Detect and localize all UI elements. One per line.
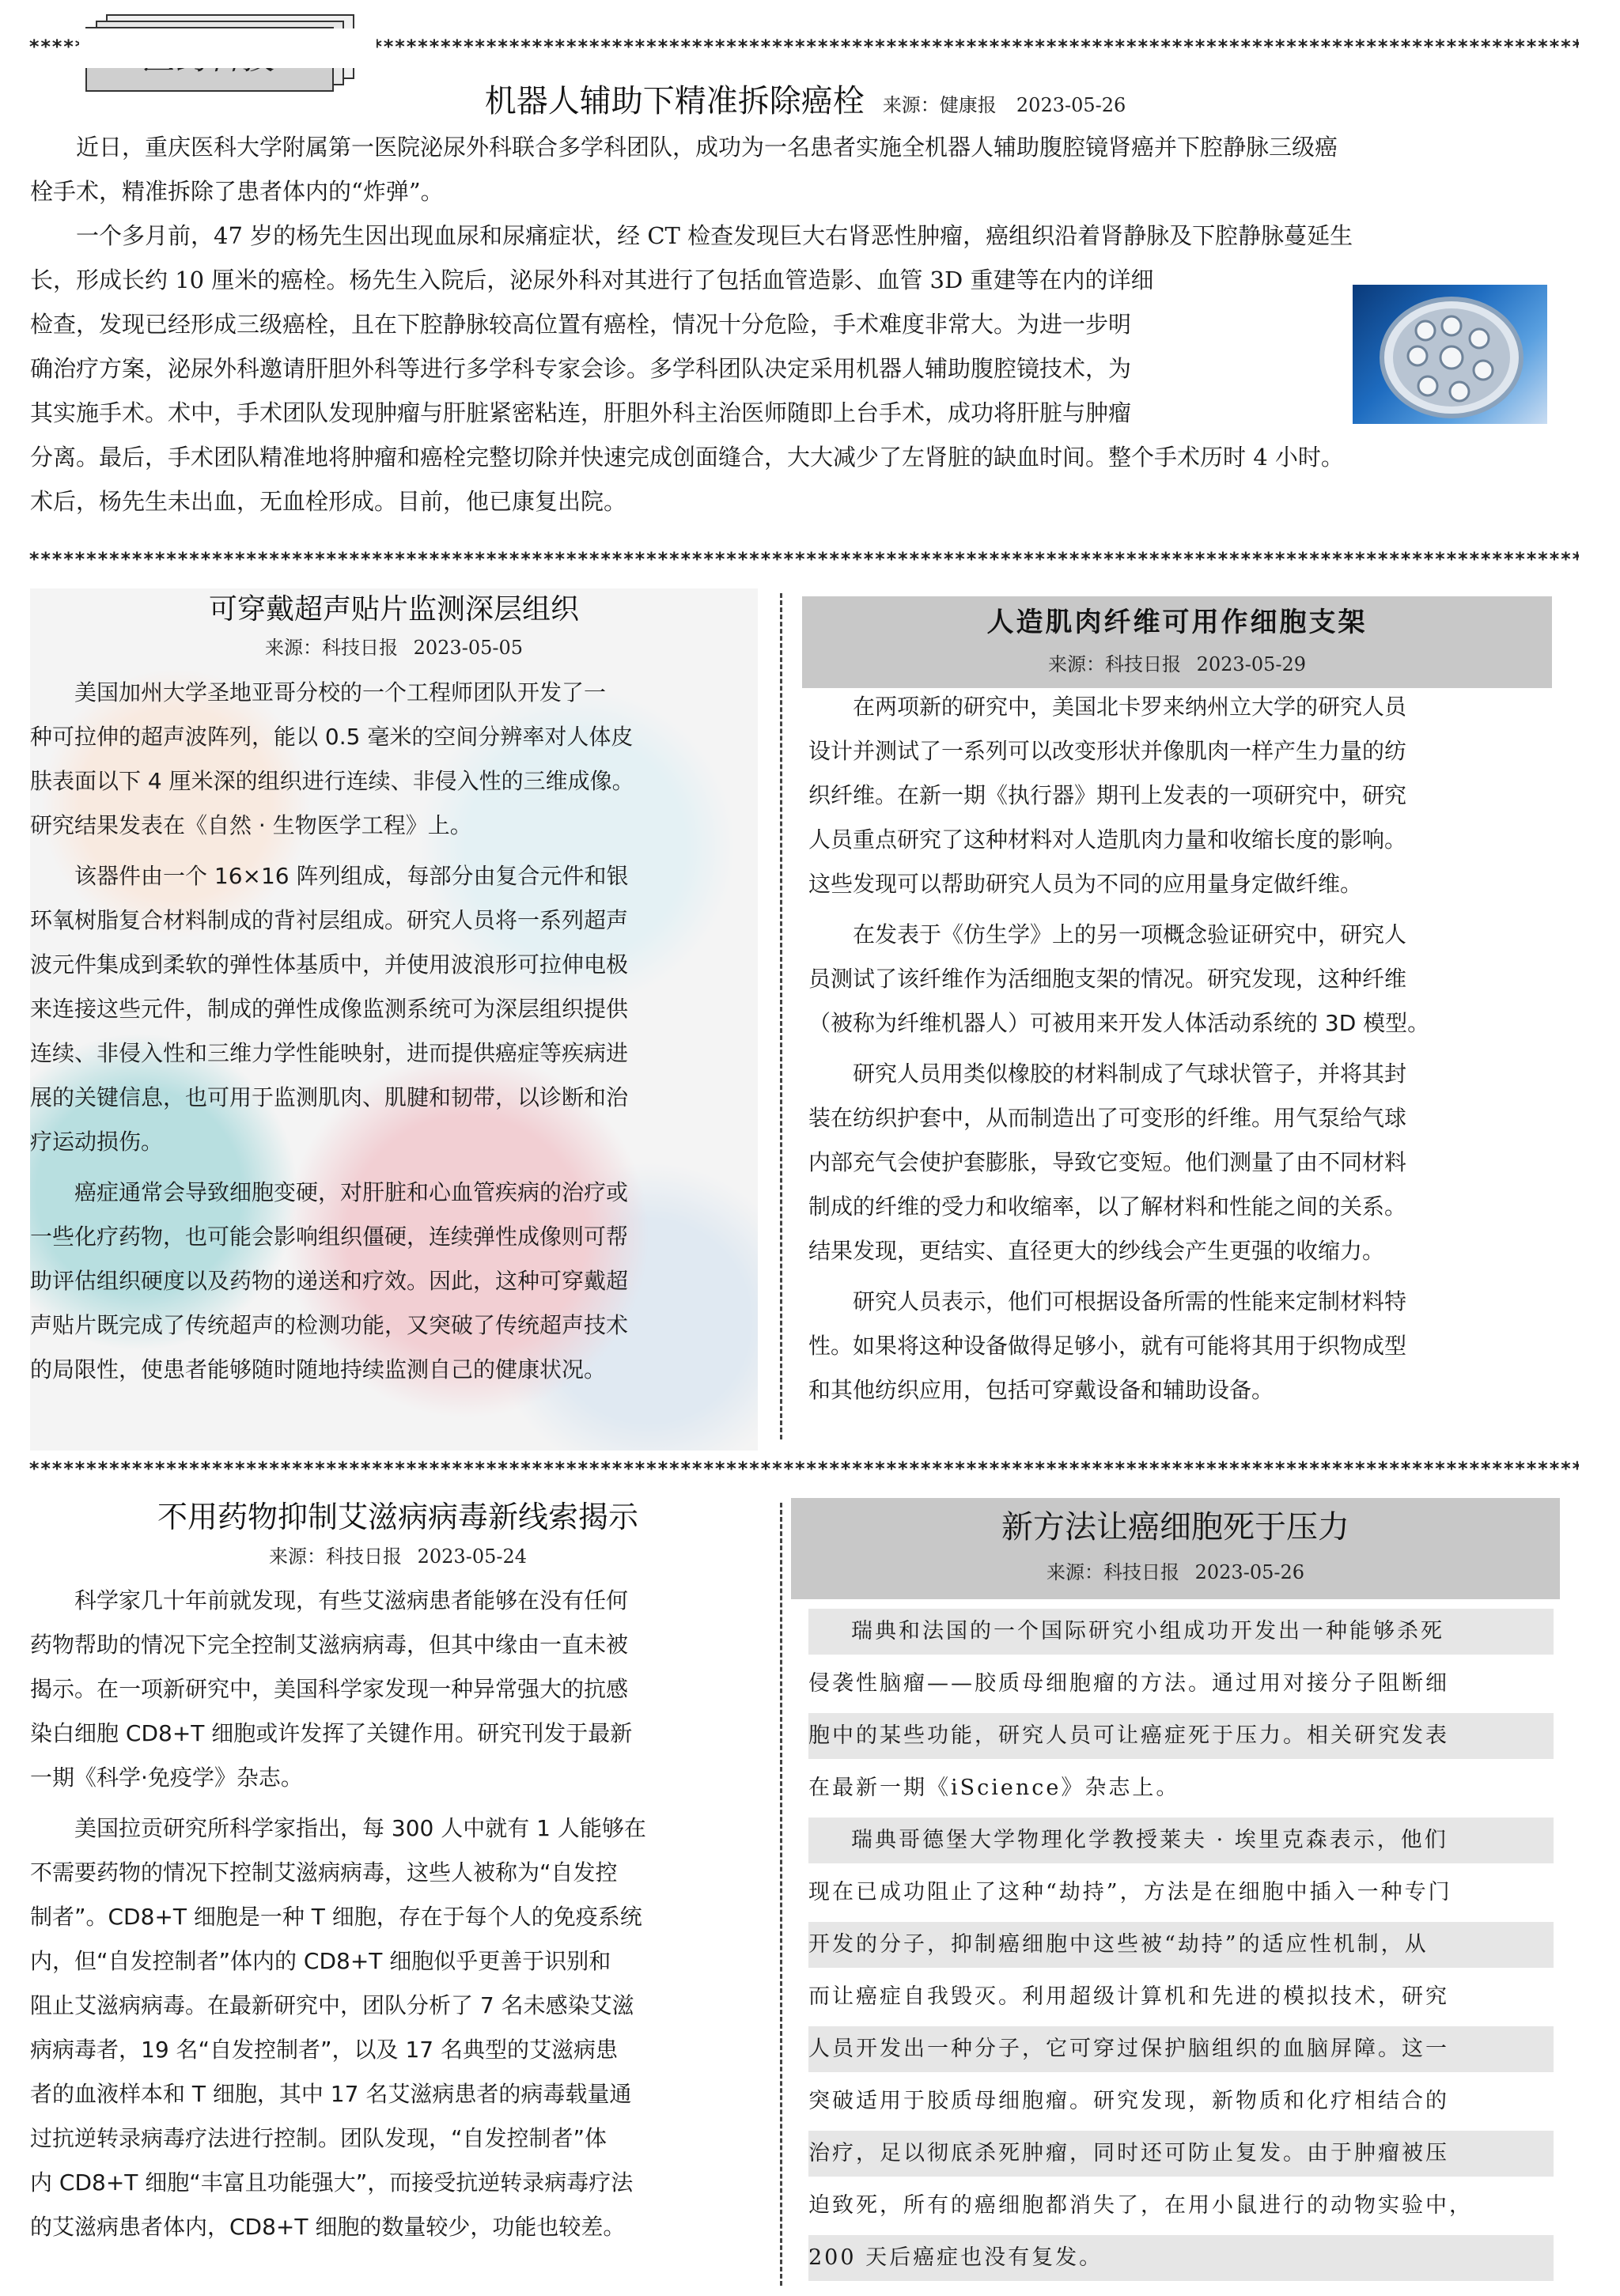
- article-1-line: 栓手术，精准拆除了患者体内的“炸弹”。: [30, 178, 444, 205]
- article-1-line: 近日，重庆医科大学附属第一医院泌尿外科联合多学科团队，成功为一名患者实施全机器人辅助腹腔镜肾癌并下腔静脉三级癌: [76, 134, 1338, 161]
- article-3-source: 来源：科技日报: [1047, 653, 1181, 675]
- article-5-line: 胞中的某些功能，研究人员可让癌症死于压力。相关研究发表: [808, 1710, 1554, 1762]
- surgical-light-image: [1353, 285, 1547, 424]
- article-4-line: 美国拉贡研究所科学家指出，每 300 人中就有 1 人能够在: [74, 1815, 646, 1841]
- article-2-line: 该器件由一个 16×16 阵列组成，每部分由复合元件和银: [74, 863, 629, 889]
- article-2-line: 波元件集成到柔软的弹性体基质中，并使用波浪形可拉伸电极: [30, 951, 629, 978]
- article-2-line: 一些化疗药物，也可能会影响组织僵硬，连续弹性成像则可帮: [30, 1224, 629, 1250]
- article-2-line: 的局限性，使患者能够随时随地持续监测自己的健康状况。: [30, 1356, 607, 1383]
- article-5-date: 2023-05-26: [1194, 1561, 1304, 1583]
- article-1: [30, 76, 1580, 543]
- article-5-line: 侵袭性脑瘤——胶质母细胞瘤的方法。通过用对接分子阻断细: [808, 1671, 1449, 1696]
- article-3-line: 人员重点研究了这种材料对人造肌肉力量和收缩长度的影响。: [808, 826, 1407, 853]
- article-2-line: 美国加州大学圣地亚哥分校的一个工程师团队开发了一: [74, 679, 607, 705]
- article-3-line: 在发表于《仿生学》上的另一项概念验证研究中，研究人: [853, 921, 1407, 948]
- article-2: [30, 588, 758, 1392]
- article-3-date: 2023-05-29: [1196, 653, 1306, 675]
- article-5: [791, 1498, 1560, 2284]
- article-1-line: 分离。最后，手术团队精准地将肿瘤和癌栓完整切除并快速完成创面缝合，大大减少了左肾脏的缺血时间。整个手术历时 4 小时。: [30, 444, 1344, 471]
- article-4-line: 内，但“自发控制者”体内的 CD8+T 细胞似乎更善于识别和: [30, 1948, 611, 1974]
- article-1-line: 检查，发现已经形成三级癌栓，且在下腔静脉较高位置有癌栓，情况十分危险，手术难度非常大。为进一步明: [30, 311, 1132, 338]
- article-1-source: 来源：健康报: [882, 94, 997, 116]
- article-3-line: 织纤维。在新一期《执行器》期刊上发表的一项研究中，研究: [808, 782, 1407, 808]
- article-5-line: 人员开发出一种分子，它可穿过保护脑组织的血脑屏障。这一: [808, 2023, 1554, 2075]
- article-2-line: 展的关键信息，也可用于监测肌肉、肌腱和韧带，以诊断和治: [30, 1084, 629, 1110]
- article-3-line: 结果发现，更结实、直径更大的纱线会产生更强的收缩力。: [808, 1238, 1385, 1264]
- star-divider-1: [28, 547, 1579, 571]
- article-2-title: 可穿戴超声贴片监测深层组织: [208, 593, 579, 626]
- article-2-line: 声贴片既完成了传统超声的检测功能，又突破了传统超声技术: [30, 1312, 629, 1338]
- article-4-date: 2023-05-24: [417, 1545, 527, 1568]
- star-divider-2: [28, 1457, 1579, 1481]
- article-1-date: 2023-05-26: [1016, 94, 1126, 116]
- article-2-line: 助评估组织硬度以及药物的递送和疗效。因此，这种可穿戴超: [30, 1268, 629, 1294]
- article-5-source: 来源：科技日报: [1046, 1561, 1179, 1583]
- article-4-line: 不需要药物的情况下控制艾滋病病毒，这些人被称为“自发控: [30, 1859, 618, 1886]
- article-5-line: 在最新一期《iScience》杂志上。: [808, 1776, 1180, 1800]
- article-4-source: 来源：科技日报: [268, 1545, 402, 1568]
- article-3-line: 员测试了该纤维作为活细胞支架的情况。研究发现，这种纤维: [808, 966, 1407, 992]
- article-4-line: 制者”。CD8+T 细胞是一种 T 细胞，存在于每个人的免疫系统: [30, 1904, 642, 1930]
- article-3-line: 装在纺织护套中，从而制造出了可变形的纤维。用气泵给气球: [808, 1105, 1407, 1131]
- article-4-title: 不用药物抑制艾滋病病毒新线索揭示: [157, 1500, 638, 1534]
- article-5-line: 瑞典和法国的一个国际研究小组成功开发出一种能够杀死: [808, 1606, 1554, 1658]
- article-1-line: 术后，杨先生未出血，无血栓形成。目前，他已康复出院。: [30, 488, 627, 515]
- article-2-line: 研究结果发表在《自然 · 生物医学工程》上。: [30, 812, 472, 838]
- article-5-line: 迫致死，所有的癌细胞都消失了，在用小鼠进行的动物实验中，: [808, 2193, 1473, 2218]
- article-2-line: 来连接这些元件，制成的弹性成像监测系统可为深层组织提供: [30, 996, 629, 1022]
- article-5-line: 突破适用于胶质母细胞瘤。研究发现，新物质和化疗相结合的: [808, 2089, 1449, 2113]
- article-5-line: 瑞典哥德堡大学物理化学教授莱夫 · 埃里克森表示，他们: [808, 1814, 1554, 1867]
- article-3-line: 内部充气会使护套膨胀，导致它变短。他们测量了由不同材料: [808, 1149, 1407, 1175]
- article-5-line: 现在已成功阻止了这种“劫持”，方法是在细胞中插入一种专门: [808, 1880, 1452, 1905]
- article-4-line: 染白细胞 CD8+T 细胞或许发挥了关键作用。研究刊发于最新: [30, 1720, 633, 1746]
- column-separator: [780, 593, 782, 1439]
- article-5-line: 治疗，足以彻底杀死肿瘤，同时还可防止复发。由于肿瘤被压: [808, 2128, 1554, 2180]
- article-4-line: 药物帮助的情况下完全控制艾滋病病毒，但其中缘由一直未被: [30, 1632, 629, 1658]
- article-5-line: 而让癌症自我毁灭。利用超级计算机和先进的模拟技术，研究: [808, 1984, 1449, 2009]
- article-3-title: 人造肌肉纤维可用作细胞支架: [986, 607, 1368, 638]
- article-2-source: 来源：科技日报: [264, 637, 398, 659]
- article-4-line: 病病毒者，19 名“自发控制者”，以及 17 名典型的艾滋病患: [30, 2037, 618, 2063]
- article-3: [802, 596, 1552, 1413]
- article-2-line: 癌症通常会导致细胞变硬，对肝脏和心血管疾病的治疗或: [74, 1179, 629, 1205]
- article-3-line: 制成的纤维的受力和收缩率，以了解材料和性能之间的关系。: [808, 1193, 1407, 1220]
- article-5-line: 200 天后癌症也没有复发。: [808, 2232, 1554, 2284]
- article-4-line: 一期《科学·免疫学》杂志。: [30, 1765, 303, 1791]
- article-3-line: 研究人员用类似橡胶的材料制成了气球状管子，并将其封: [853, 1061, 1407, 1087]
- article-3-line: 研究人员表示，他们可根据设备所需的性能来定制材料特: [853, 1288, 1407, 1314]
- article-4-line: 者的血液样本和 T 细胞，其中 17 名艾滋病患者的病毒载量通: [30, 2081, 632, 2107]
- article-1-line: 长，形成长约 10 厘米的癌栓。杨先生入院后，泌尿外科对其进行了包括血管造影、血管 3D 重建等在内的详细: [30, 267, 1154, 293]
- article-3-line: 和其他纺织应用，包括可穿戴设备和辅助设备。: [808, 1377, 1274, 1403]
- article-3-line: 这些发现可以帮助研究人员为不同的应用量身定做纤维。: [808, 871, 1363, 897]
- article-3-line: （被称为纤维机器人）可被用来开发人体活动系统的 3D 模型。: [808, 1010, 1430, 1036]
- article-2-line: 环氧树脂复合材料制成的背衬层组成。研究人员将一系列超声: [30, 907, 629, 933]
- article-4-line: 过抗逆转录病毒疗法进行控制。团队发现，“自发控制者”体: [30, 2125, 608, 2151]
- article-3-line: 在两项新的研究中，美国北卡罗来纳州立大学的研究人员: [853, 694, 1407, 720]
- article-2-line: 连续、非侵入性和三维力学性能映射，进而提供癌症等疾病进: [30, 1040, 629, 1066]
- article-4-line: 揭示。在一项新研究中，美国科学家发现一种异常强大的抗感: [30, 1676, 629, 1702]
- article-5-title: 新方法让癌细胞死于压力: [1001, 1509, 1349, 1545]
- article-2-line: 肤表面以下 4 厘米深的组织进行连续、非侵入性的三维成像。: [30, 768, 634, 794]
- article-4-line: 的艾滋病患者体内，CD8+T 细胞的数量较少，功能也较差。: [30, 2214, 626, 2240]
- article-3-line: 性。如果将这种设备做得足够小，就有可能将其用于织物成型: [808, 1333, 1407, 1359]
- article-3-line: 设计并测试了一系列可以改变形状并像肌肉一样产生力量的纺: [808, 738, 1407, 764]
- article-2-line: 疗运动损伤。: [30, 1129, 164, 1155]
- article-4-line: 科学家几十年前就发现，有些艾滋病患者能够在没有任何: [74, 1587, 629, 1613]
- article-1-line: 其实施手术。术中，手术团队发现肿瘤与肝脏紧密粘连，肝胆外科主治医师随即上台手术，成功将肝脏与肿瘤: [30, 399, 1132, 426]
- article-2-line: 种可拉伸的超声波阵列，能以 0.5 毫米的空间分辨率对人体皮: [30, 724, 634, 750]
- article-1-title: 机器人辅助下精准拆除癌栓: [484, 83, 865, 119]
- article-1-line: 确治疗方案，泌尿外科邀请肝胆外科等进行多学科专家会诊。多学科团队决定采用机器人辅助腹腔镜技术，为: [30, 355, 1132, 382]
- article-5-line: 开发的分子，抑制癌细胞中这些被“劫持”的适应性机制，从: [808, 1919, 1554, 1971]
- article-1-line: 一个多月前，47 岁的杨先生因出现血尿和尿痛症状，经 CT 检查发现巨大右肾恶性肿瘤，癌组织沿着肾静脉及下腔静脉蔓延生: [76, 222, 1353, 249]
- column-separator: [780, 1503, 782, 2286]
- article-2-date: 2023-05-05: [413, 637, 523, 659]
- article-4-line: 阻止艾滋病病毒。在最新研究中，团队分析了 7 名未感染艾滋: [30, 1992, 634, 2018]
- article-4-line: 内 CD8+T 细胞“丰富且功能强大”，而接受抗逆转录病毒疗法: [30, 2169, 634, 2196]
- article-4: [30, 1495, 766, 2249]
